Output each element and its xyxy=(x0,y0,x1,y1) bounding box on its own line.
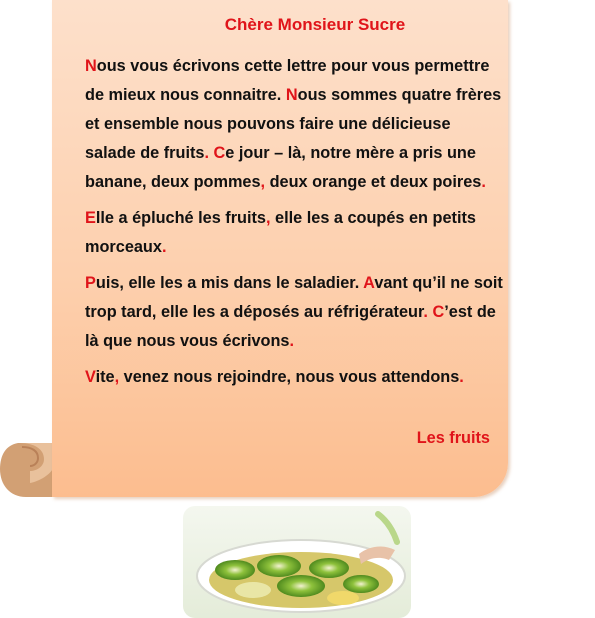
text-run: venez nous rejoindre, nous vous attendons xyxy=(119,368,460,386)
highlight-mark: E xyxy=(85,209,96,227)
letter-paragraph xyxy=(85,269,503,356)
highlight-mark: C xyxy=(213,144,226,162)
highlight-mark: , xyxy=(114,368,120,386)
highlight-mark: P xyxy=(85,274,96,292)
scroll-curl-decoration xyxy=(0,421,54,497)
letter-signature: Les fruits xyxy=(416,429,490,447)
highlight-mark: . xyxy=(161,238,167,256)
letter-greeting: Chère Monsieur Sucre xyxy=(224,15,406,34)
text-run: lle a épluché les fruits xyxy=(95,209,266,227)
highlight-mark: N xyxy=(285,86,298,104)
highlight-mark: N xyxy=(85,57,97,75)
text-run: elle les a coupés en petits morceaux xyxy=(85,209,476,256)
letter-body xyxy=(85,52,503,399)
highlight-mark: , xyxy=(260,173,266,191)
text-run: ’est de là que nous vous écrivons xyxy=(85,303,496,350)
text-run: ous vous écrivons cette lettre pour vous permettre de mieux nous connaitre. xyxy=(85,57,490,104)
highlight-mark: . xyxy=(204,144,209,162)
highlight-mark: , xyxy=(266,209,271,227)
letter-paragraph xyxy=(85,204,503,262)
letter-paragraph xyxy=(85,52,503,197)
fruit-salad-illustration xyxy=(183,506,411,618)
highlight-mark: . xyxy=(423,303,428,321)
highlight-mark: C xyxy=(432,303,445,321)
highlight-mark: A xyxy=(363,274,375,292)
highlight-mark: . xyxy=(481,173,486,191)
text-run: deux orange et deux poires xyxy=(265,173,482,191)
text-run: ous sommes quatre frères et ensemble nous pouvons faire une délicieuse salade de fruits xyxy=(85,86,502,162)
fruit-salad-photo xyxy=(183,506,411,618)
text-run: e jour – là, notre mère a pris une banane, deux pommes xyxy=(85,144,476,191)
highlight-mark: . xyxy=(459,368,464,386)
highlight-mark: . xyxy=(289,332,295,350)
text-run: ite xyxy=(95,368,115,386)
highlight-mark: V xyxy=(85,368,96,386)
text-run: vant qu’il ne soit trop tard, elle les a déposés au réfrigérateur xyxy=(85,274,503,321)
letter-paragraph xyxy=(85,363,503,392)
text-run: uis, elle les a mis dans le saladier. xyxy=(95,274,364,292)
